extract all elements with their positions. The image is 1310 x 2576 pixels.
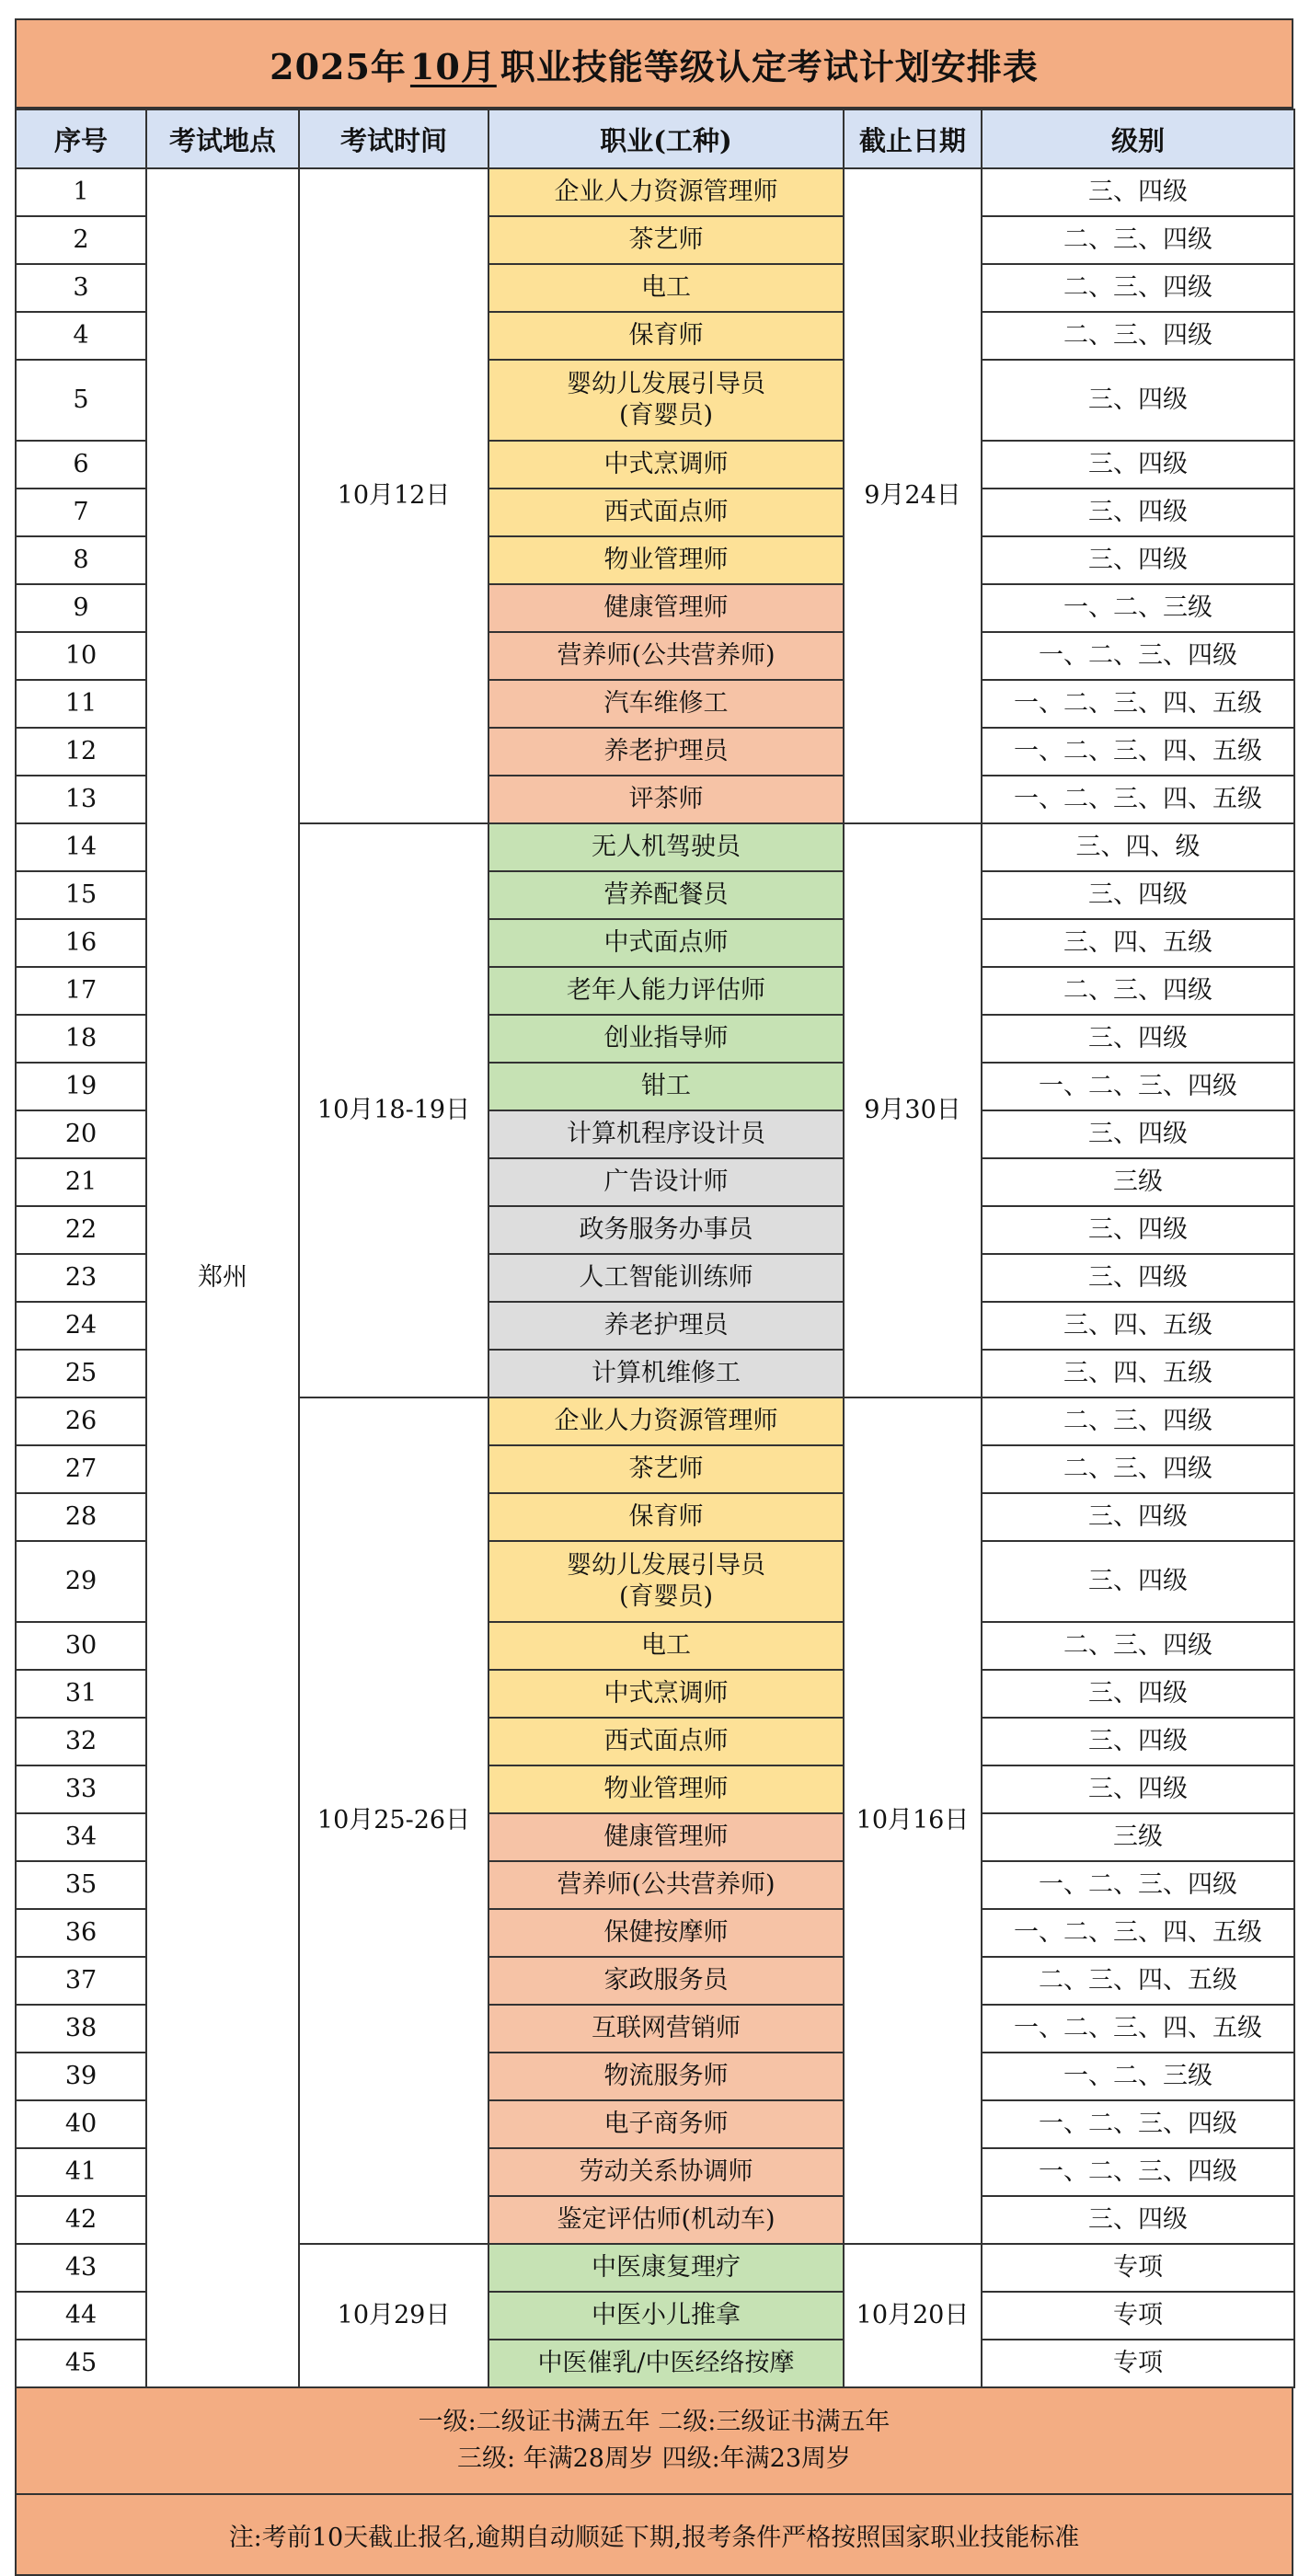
job-name xyxy=(488,1493,844,1541)
job-name-text: 钳工 xyxy=(641,1072,691,1100)
row-index: 31 xyxy=(16,1670,146,1718)
job-name-text: 汽车维修工 xyxy=(603,689,729,718)
job-name-text: 中医小儿推拿 xyxy=(592,2301,741,2329)
level: 三、四级 xyxy=(982,489,1294,536)
level: 三、四级 xyxy=(982,168,1294,216)
job-name-text: 健康管理师 xyxy=(603,593,729,622)
level: 一、二、三、四级 xyxy=(982,1861,1294,1909)
row-index: 2 xyxy=(16,216,146,264)
job-name xyxy=(488,1445,844,1493)
job-name xyxy=(488,2292,844,2340)
page-title xyxy=(15,18,1293,109)
job-name-text: 创业指导师 xyxy=(603,1024,729,1052)
row-index: 15 xyxy=(16,871,146,919)
level: 二、三、四级 xyxy=(982,1622,1294,1670)
job-name-text: 电工 xyxy=(641,273,691,302)
job-name-text: 中式烹调师 xyxy=(603,450,729,478)
level: 二、三、四级 xyxy=(982,216,1294,264)
job-name xyxy=(488,871,844,919)
level: 二、三、四级 xyxy=(982,1445,1294,1493)
row-index: 20 xyxy=(16,1110,146,1158)
legend-line-2: 三级: 年满28周岁 四级:年满23周岁 xyxy=(456,2444,852,2473)
job-name-text: 人工智能训练师 xyxy=(579,1263,753,1292)
level: 二、三、四级 xyxy=(982,312,1294,360)
row-index: 10 xyxy=(16,632,146,680)
row-index: 6 xyxy=(16,441,146,489)
deadline: 10月20日 xyxy=(844,2244,982,2387)
row-index: 26 xyxy=(16,1397,146,1445)
job-name-text: 电子商务师 xyxy=(603,2110,729,2138)
row-index: 21 xyxy=(16,1158,146,1206)
job-name-text: 互联网营销师 xyxy=(592,2014,741,2042)
row-index: 38 xyxy=(16,2005,146,2053)
level: 专项 xyxy=(982,2244,1294,2292)
job-name xyxy=(488,1206,844,1254)
job-name-text: 中医催乳/中医经络按摩 xyxy=(537,2349,795,2377)
row-index: 43 xyxy=(16,2244,146,2292)
level: 一、二、三、四、五级 xyxy=(982,728,1294,776)
footer xyxy=(15,2388,1293,2576)
level: 三、四级 xyxy=(982,536,1294,584)
job-name xyxy=(488,536,844,584)
level: 三、四级 xyxy=(982,1493,1294,1541)
job-name-text: 家政服务员 xyxy=(603,1966,729,1995)
level: 三、四、级 xyxy=(982,823,1294,871)
title-year: 2025年 xyxy=(270,45,407,87)
job-name xyxy=(488,216,844,264)
deadline: 9月24日 xyxy=(844,168,982,823)
level: 三、四级 xyxy=(982,1765,1294,1813)
job-name xyxy=(488,1541,844,1622)
row-index: 42 xyxy=(16,2196,146,2244)
job-name-text: 企业人力资源管理师 xyxy=(554,178,778,206)
level: 三、四级 xyxy=(982,871,1294,919)
job-name xyxy=(488,168,844,216)
header-location: 考试地点 xyxy=(146,109,299,168)
schedule-table xyxy=(15,109,1295,2388)
job-name xyxy=(488,312,844,360)
exam-time: 10月25-26日 xyxy=(299,1397,488,2244)
job-name xyxy=(488,2148,844,2196)
row-index: 8 xyxy=(16,536,146,584)
table-row xyxy=(16,168,1294,216)
job-name-text: 保健按摩师 xyxy=(603,1918,729,1947)
level: 二、三、四级 xyxy=(982,264,1294,312)
job-name xyxy=(488,1397,844,1445)
header-level: 级别 xyxy=(982,109,1294,168)
level: 专项 xyxy=(982,2292,1294,2340)
table-header-row xyxy=(16,109,1294,168)
level: 一、二、三、四、五级 xyxy=(982,776,1294,823)
job-name xyxy=(488,489,844,536)
level: 一、二、三、四级 xyxy=(982,2148,1294,2196)
level: 三、四级 xyxy=(982,1670,1294,1718)
job-name-text: 计算机程序设计员 xyxy=(567,1120,765,1148)
job-name xyxy=(488,2005,844,2053)
level: 专项 xyxy=(982,2340,1294,2387)
job-name-text: 保育师 xyxy=(628,321,704,350)
job-name-text: 西式面点师 xyxy=(603,1727,729,1755)
job-name-text: 物流服务师 xyxy=(603,2062,729,2090)
level: 三、四级 xyxy=(982,1541,1294,1622)
row-index: 14 xyxy=(16,823,146,871)
job-name-text: 中式面点师 xyxy=(603,928,729,957)
job-name-text: 电工 xyxy=(641,1631,691,1660)
job-name xyxy=(488,1813,844,1861)
job-name-text: 茶艺师 xyxy=(628,1455,704,1483)
job-name-text: 老年人能力评估师 xyxy=(567,976,765,1005)
row-index: 18 xyxy=(16,1015,146,1063)
job-name xyxy=(488,1861,844,1909)
job-name xyxy=(488,1765,844,1813)
level: 三、四、五级 xyxy=(982,1350,1294,1397)
header-deadline: 截止日期 xyxy=(844,109,982,168)
job-name xyxy=(488,1909,844,1957)
job-name-text: 茶艺师 xyxy=(628,225,704,254)
level: 一、二、三、四级 xyxy=(982,2100,1294,2148)
job-name xyxy=(488,2053,844,2100)
job-name-text: 婴幼儿发展引导员 xyxy=(567,1551,765,1580)
job-name xyxy=(488,1063,844,1110)
row-index: 29 xyxy=(16,1541,146,1622)
row-index: 34 xyxy=(16,1813,146,1861)
row-index: 30 xyxy=(16,1622,146,1670)
row-index: 33 xyxy=(16,1765,146,1813)
row-index: 22 xyxy=(16,1206,146,1254)
footer-note: 注:考前10天截止报名,逾期自动顺延下期,报考条件严格按照国家职业技能标准 xyxy=(228,2523,1080,2552)
job-name-text: 政务服务办事员 xyxy=(579,1215,753,1244)
row-index: 41 xyxy=(16,2148,146,2196)
row-index: 25 xyxy=(16,1350,146,1397)
job-name xyxy=(488,632,844,680)
job-name xyxy=(488,1015,844,1063)
row-index: 7 xyxy=(16,489,146,536)
row-index: 28 xyxy=(16,1493,146,1541)
exam-time: 10月29日 xyxy=(299,2244,488,2387)
level: 一、二、三、四、五级 xyxy=(982,1909,1294,1957)
job-name-subtext: (育婴员) xyxy=(618,401,714,430)
job-name xyxy=(488,728,844,776)
job-name-text: 中式烹调师 xyxy=(603,1679,729,1708)
title-month: 10月 xyxy=(409,45,497,87)
deadline: 10月16日 xyxy=(844,1397,982,2244)
row-index: 35 xyxy=(16,1861,146,1909)
header-job: 职业(工种) xyxy=(488,109,844,168)
row-index: 5 xyxy=(16,360,146,441)
legend-line-1: 一级:二级证书满五年 二级:三级证书满五年 xyxy=(418,2408,891,2436)
job-name-text: 企业人力资源管理师 xyxy=(554,1407,778,1435)
row-index: 24 xyxy=(16,1302,146,1350)
level: 二、三、四级 xyxy=(982,967,1294,1015)
job-name-subtext: (育婴员) xyxy=(618,1582,714,1611)
level: 三、四级 xyxy=(982,1254,1294,1302)
job-name-text: 物业管理师 xyxy=(603,1775,729,1803)
job-name-text: 广告设计师 xyxy=(603,1167,729,1196)
level: 一、二、三、四级 xyxy=(982,632,1294,680)
job-name xyxy=(488,1158,844,1206)
level: 一、二、三级 xyxy=(982,2053,1294,2100)
level: 一、二、三级 xyxy=(982,584,1294,632)
table-body xyxy=(16,168,1294,2387)
row-index: 45 xyxy=(16,2340,146,2387)
job-name xyxy=(488,919,844,967)
job-name xyxy=(488,2340,844,2387)
row-index: 37 xyxy=(16,1957,146,2005)
row-index: 39 xyxy=(16,2053,146,2100)
level: 一、二、三、四、五级 xyxy=(982,2005,1294,2053)
job-name-text: 养老护理员 xyxy=(603,737,729,765)
job-name-text: 无人机驾驶员 xyxy=(592,833,741,861)
level: 二、三、四、五级 xyxy=(982,1957,1294,2005)
row-index: 17 xyxy=(16,967,146,1015)
row-index: 3 xyxy=(16,264,146,312)
deadline: 9月30日 xyxy=(844,823,982,1397)
job-name xyxy=(488,776,844,823)
row-index: 19 xyxy=(16,1063,146,1110)
job-name xyxy=(488,823,844,871)
job-name-text: 营养配餐员 xyxy=(603,880,729,909)
row-index: 11 xyxy=(16,680,146,728)
job-name-text: 中医康复理疗 xyxy=(592,2253,741,2282)
level-legend xyxy=(17,2388,1292,2495)
job-name xyxy=(488,1718,844,1765)
job-name-text: 健康管理师 xyxy=(603,1823,729,1851)
row-index: 9 xyxy=(16,584,146,632)
row-index: 32 xyxy=(16,1718,146,1765)
row-index: 1 xyxy=(16,168,146,216)
exam-location: 郑州 xyxy=(146,168,299,2387)
exam-time: 10月18-19日 xyxy=(299,823,488,1397)
job-name xyxy=(488,2244,844,2292)
job-name-text: 计算机维修工 xyxy=(592,1359,741,1387)
job-name-text: 婴幼儿发展引导员 xyxy=(567,370,765,398)
job-name-text: 保育师 xyxy=(628,1502,704,1531)
level: 三级 xyxy=(982,1158,1294,1206)
level: 三、四级 xyxy=(982,1015,1294,1063)
job-name xyxy=(488,1670,844,1718)
job-name-text: 营养师(公共营养师) xyxy=(557,641,776,670)
exam-time: 10月12日 xyxy=(299,168,488,823)
job-name xyxy=(488,2196,844,2244)
job-name xyxy=(488,1957,844,2005)
job-name xyxy=(488,2100,844,2148)
header-time: 考试时间 xyxy=(299,109,488,168)
job-name xyxy=(488,1110,844,1158)
row-index: 13 xyxy=(16,776,146,823)
job-name xyxy=(488,264,844,312)
level: 一、二、三、四、五级 xyxy=(982,680,1294,728)
row-index: 44 xyxy=(16,2292,146,2340)
level: 三、四级 xyxy=(982,360,1294,441)
level: 三、四级 xyxy=(982,1110,1294,1158)
job-name-text: 鉴定评估师(机动车) xyxy=(557,2205,776,2234)
job-name xyxy=(488,584,844,632)
job-name-text: 评茶师 xyxy=(628,785,704,813)
level: 三、四级 xyxy=(982,1718,1294,1765)
job-name xyxy=(488,360,844,441)
job-name-text: 西式面点师 xyxy=(603,498,729,526)
job-name xyxy=(488,967,844,1015)
level: 三、四级 xyxy=(982,1206,1294,1254)
level: 三、四、五级 xyxy=(982,919,1294,967)
level: 一、二、三、四级 xyxy=(982,1063,1294,1110)
level: 三、四级 xyxy=(982,2196,1294,2244)
job-name-text: 劳动关系协调师 xyxy=(579,2157,753,2186)
title-text: 职业技能等级认定考试计划安排表 xyxy=(500,45,1039,87)
level: 三级 xyxy=(982,1813,1294,1861)
job-name xyxy=(488,1350,844,1397)
row-index: 16 xyxy=(16,919,146,967)
job-name xyxy=(488,1254,844,1302)
row-index: 36 xyxy=(16,1909,146,1957)
job-name xyxy=(488,680,844,728)
header-index: 序号 xyxy=(16,109,146,168)
job-name-text: 养老护理员 xyxy=(603,1311,729,1340)
job-name-text: 营养师(公共营养师) xyxy=(557,1870,776,1899)
job-name xyxy=(488,1302,844,1350)
row-index: 27 xyxy=(16,1445,146,1493)
row-index: 23 xyxy=(16,1254,146,1302)
job-name xyxy=(488,441,844,489)
row-index: 4 xyxy=(16,312,146,360)
schedule-sheet xyxy=(15,18,1293,2576)
job-name-text: 物业管理师 xyxy=(603,546,729,574)
level: 三、四级 xyxy=(982,441,1294,489)
level: 二、三、四级 xyxy=(982,1397,1294,1445)
job-name xyxy=(488,1622,844,1670)
row-index: 40 xyxy=(16,2100,146,2148)
row-index: 12 xyxy=(16,728,146,776)
level: 三、四、五级 xyxy=(982,1302,1294,1350)
